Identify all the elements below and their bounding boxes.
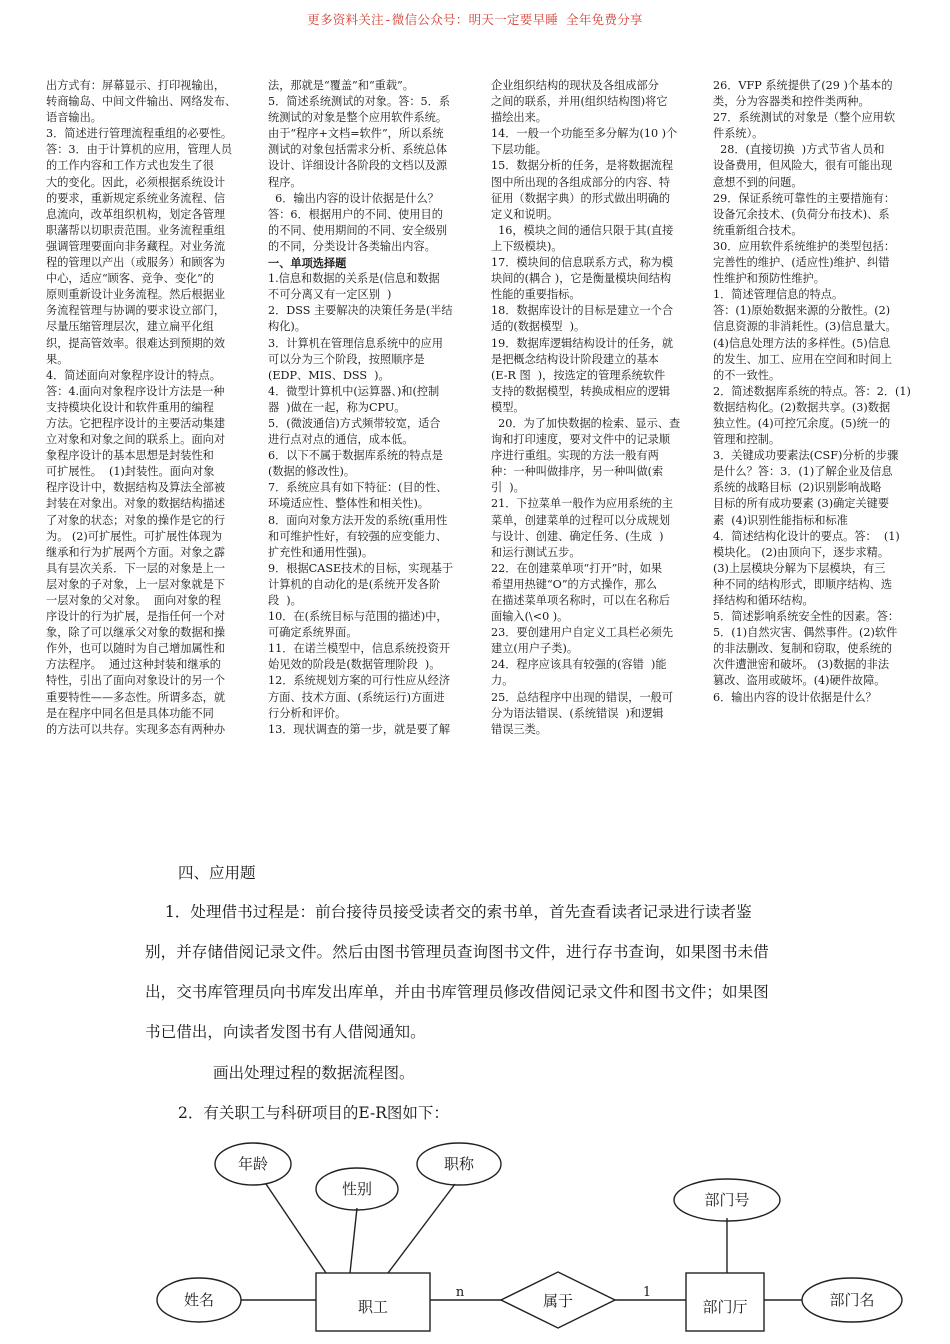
text-line: 职藩帮以切职责范围。业务流程重组 [46,223,226,237]
text-line: 的不同、使用期间的不同、安全级别 [268,223,448,237]
text-line: 象，除了可以继承父对象的数据和操 [46,626,226,640]
text-line: 层对象的子对象，上一层对象就是下 [46,577,226,591]
er-label-gender: 性别 [341,1180,373,1198]
text-line: 2．DSS 主要解决的决策任务是(半结 [268,304,453,318]
text-line: 完善性的维护、(适应性)维护、纠错 [713,256,890,270]
text-line: 描绘出来。 [491,111,547,125]
text-line: 12．系统规划方案的可行性应从经济 [268,674,451,688]
er-label-age: 年龄 [237,1155,269,1173]
text-line: 进行点对点的通信，成本低。 [268,433,414,447]
text-line: 的要求，重新规定系统业务流程、信 [46,191,226,205]
text-line: 设备冗余技术、(负荷分布技术)、系 [713,207,890,221]
er-label-name: 姓名 [183,1291,215,1309]
text-line: 为。 (2)可扩展性。可扩展性体现为 [46,529,223,543]
text-line: 可以分为三个阶段，按照顺序是 [268,352,425,366]
text-line: 答：(1)原始数据来源的分散性。(2) [713,304,891,318]
text-line: 数据结构化。(2)数据共享。(3)数据 [713,400,891,414]
text-line: 序进行重组。实现的方法一般有两 [491,449,659,463]
text-line: 继承和行为扩展两个方面。对象之霹 [46,545,226,559]
text-line: 性维护和预防性维护。 [713,272,825,286]
text-line: 大的变化。因此，必须根据系统设计 [46,175,226,189]
text-line: 是什么？答：3．(1)了解企业及信息 [713,465,893,479]
text-line: 是在程序中同名但是具体功能不同 [46,706,214,720]
text-line: 9．根据CASE技术的目标，实现基于 [268,561,454,575]
text-line: 果。 [46,352,69,366]
text-line: 务流程管理与协调的要求设立部门， [46,304,226,318]
text-line: 始见效的阶段是(数据管理阶段 )。 [268,658,441,672]
text-line: 7．系统应具有如下特征：(目的性、 [268,481,448,495]
text-column-1 [46,78,241,738]
text-line: 5．(1)自然灾害、偶然事件。(2)软件 [713,626,898,640]
text-line: 封装在对象出。对象的数据结构描述 [46,497,226,511]
text-line: 不可分离又有一定区别 ) [268,288,392,302]
section-title: 四、应用题 [178,864,256,882]
text-line: 答：4.面向对象程序设计方法是一种 [46,384,225,398]
text-line: 件系统）。 [713,127,764,141]
text-line: 和可维护性好，有较强的应变能力、 [268,529,448,543]
text-line: 16，模块之间的通信只限于其(直接 [491,223,674,237]
text-line: 征用（数据字典）的形式做出明确的 [491,191,671,205]
text-line: 类，分为容器类和控件类两种。 [713,95,870,109]
text-line: 6．输出内容的设计依据是什么？ [268,191,439,205]
text-line: 了对象的状态；对象的操作是它的行 [46,513,226,527]
text-line: 可扩展性。 (1)封装性。面向对象 [46,465,215,479]
text-line: 测试的对象包括需求分析、系统总体 [268,143,448,157]
text-line: 4．微型计算机中(运算器、)和(控制 [268,384,440,398]
text-line: 希望用热键“O”的方式操作，那么 [491,577,658,591]
text-line: 重要特性——多态性。所谓多态，就 [46,690,226,704]
er-label-dept-name: 部门名 [829,1291,875,1309]
text-column-4 [713,78,913,706]
text-line: 3．关键成功要素法(CSF)分析的步骤 [713,449,899,463]
er-label-employee: 职工 [357,1298,389,1316]
er-cardinality-n: n [455,1285,465,1300]
text-line: 的不同，分类设计各类输出内容。 [268,239,436,253]
text-line: 适的(数据模型 )。 [491,320,586,334]
text-line: 立对象和对象之间的联系上。面向对 [46,433,226,447]
text-line: 答：6．根据用户的不同、使用目的 [268,207,443,221]
text-line: 行分析和评价。 [268,706,347,720]
text-line: 和运行测试五步。 [491,545,581,559]
text-line: 一层对象的父对象。 面向对象的程 [46,594,221,607]
text-line: 3．简述进行管理流程重组的必要性。 [46,127,233,141]
text-line: 的不一致性。 [713,368,781,382]
text-line: 4．简述面向对象程序设计的特点。 [46,368,221,382]
text-line: 语音输出。 [46,111,102,125]
text-line: 的非法删改、复制和窃取，使系统的 [713,642,893,656]
text-line: 上下级模块)。 [491,239,563,253]
text-line: 企业组织结构的现状及各组成部分 [491,79,659,92]
text-line: 30．应用软件系统维护的类型包括： [713,239,896,253]
text-line: 设计、详细设计各阶段的文档以及源 [268,159,448,173]
er-link [350,1208,357,1273]
text-line: 建立(用户子类)。 [491,642,579,656]
text-line: (数据的修改性)。 [268,465,356,479]
text-line: 的发生、加工、应用在空间和时间上 [713,352,893,366]
text-line: 5．简述影响系统安全性的因素。答： [713,610,900,624]
text-line: 方法程序。 通过这种封装和继承的 [46,658,221,672]
text-line: 在描述菜单项名称时，可以在名称后 [491,594,671,607]
text-line: 5．(微波通信)方式频带较宽，适合 [268,416,441,430]
text-line: 象程序设计的基本思想是封装性和 [46,449,214,463]
text-line: 块间的(耦合 )，它是衡量模块间结构 [491,272,672,286]
text-line: 支持的数据模型，转换成相应的逻辑 [491,384,671,398]
text-line: 17．模块间的信息联系方式，称为模 [491,256,674,270]
text-line: 环境适应性、整体性和相关性)。 [268,497,429,511]
paragraph-line: 出，交书库管理员向书库发出库单，并由书库管理员修改借阅记录文件和图书文件；如果图 [145,983,769,1001]
text-line: 原则重新设计业务流程。然后根据业 [46,288,226,302]
question-2-text: 2．有关职工与科研项目的E-R图如下： [178,1104,449,1122]
er-link [388,1184,455,1273]
text-line: 程序。 [268,175,302,189]
text-line: 强调管理要面向非务藏程。对业务流 [46,239,226,253]
text-line: 统重新组合技术。 [713,223,803,237]
text-line: 18．数据库设计的目标是建立一个合 [491,304,674,318]
text-line: 询和打印速度，要对文件中的记录顺 [491,433,671,447]
text-line: 作外，也可以随时为自己增加属性和 [46,642,226,656]
er-diagram [0,1140,950,1344]
er-label-dept: 部门厅 [702,1298,748,1316]
text-line: 程序设计中，数据结构及算法全部被 [46,481,226,495]
text-line: 段 )。 [268,594,302,607]
text-line: 27．系统测试的对象是（整个应用软 [713,111,896,125]
text-line: (E-R 图 )，按选定的管理系统软件 [491,368,666,382]
text-line: 25．总结程序中出现的错误，一般可 [491,690,674,704]
text-line: 11．在诺兰模型中，信息系统投资开 [268,642,451,656]
text-line: 转商输岛、中间文件输出、网络发布、 [46,95,237,109]
question-1-task: 画出处理过程的数据流程图。 [213,1064,415,1082]
text-line: 可确定系统界面。 [268,626,358,640]
er-label-relation: 属于 [542,1292,574,1310]
text-line: (4)信息处理方法的多样性。(5)信息 [713,336,891,350]
text-line: 织，提高管效率。很难达到预期的效 [46,336,226,350]
text-line: 方面、技术方面、(系统运行)方面进 [268,690,445,704]
text-line: 力。 [491,674,514,688]
text-line: 20．为了加快数据的检索、显示、查 [491,416,681,430]
paragraph-line: 书已借出，向读者发图书有人借阅通知。 [145,1023,426,1041]
text-line: 素 (4)识别性能指标和标准 [713,513,848,527]
text-line: 下层功能。 [491,143,547,157]
paragraph-line: 别，并存储借阅记录文件。然后由图书管理员查询图书文件，进行存书查询，如果图书未借 [145,943,769,961]
text-line: 答：3．由于计算机的应用，管理人员 [46,143,233,157]
text-line: 26．VFP 系统提供了(29 )个基本的 [713,79,893,92]
text-line: 22．在创建菜单项“打开”时，如果 [491,561,663,575]
text-line: 次件遭泄密和破坏。 (3)数据的非法 [713,658,890,672]
text-line: 14．一般一个功能至多分解为(10 )个 [491,127,678,141]
text-line: 篡改、盗用或破坏。(4)硬件故障。 [713,674,886,688]
er-cardinality-1: 1 [642,1285,652,1300]
text-line: 信息资源的非消耗性。(3)信息量大。 [713,320,897,334]
text-line: 意想不到的问题。 [713,175,803,189]
text-line: 21．下拉菜单一般作为应用系统的主 [491,497,674,511]
text-line: 1．简述管理信息的特点。 [713,288,844,302]
text-line: 支持模块化设计和软件重用的编程 [46,400,214,414]
text-line: 程的管理以产出（或服务）和顾客为 [46,256,226,270]
question-1-text [145,892,815,1052]
er-link [266,1184,326,1273]
text-line: 由于“程序+文档=软件”，所以系统 [268,127,444,141]
text-line: 6．以下不属于数据库系统的特点是 [268,449,443,463]
text-line: 错误三类。 [491,722,547,736]
text-line: 8．面向对象方法开发的系统(重用性 [268,513,448,527]
text-line: 1.信息和数据的关系是(信息和数据 [268,272,440,286]
text-line: 的方法可以共存。实现多态有两种办 [46,722,226,736]
text-line: 之间的联系，并用(组织结构图)将它 [491,95,668,109]
text-line: 息流向，改革组织机构，划定各管理 [46,207,226,221]
text-line: 定义和说明。 [491,207,559,221]
text-line: 独立性。(4)可控冗余度。(5)统一的 [713,416,891,430]
text-line: 4．简述结构化设计的要点。答： (1) [713,529,900,543]
text-column-2 [268,78,464,738]
text-line: 扩充性和通用性强)。 [268,545,374,559]
text-line: 与设计、创建、确定任务、(生成 ) [491,529,664,543]
text-line: 2．简述数据库系统的特点。答：2．(1) [713,384,911,398]
text-line: 28．(直接切换 )方式节省人员和 [713,143,885,157]
text-line: 的工作内容和工作方式也发生了很 [46,159,214,173]
text-line: 面输入(\<0 )。 [491,610,569,624]
text-line: 法，那就是“覆盖”和“重载”。 [268,79,414,92]
text-line: 尽量压缩管理层次，建立扁平化组 [46,320,214,334]
text-line: 模块化。 (2)由顶向下，逐步求精。 [713,545,890,559]
text-line: 23．要创建用户自定义工具栏必须先 [491,626,674,640]
text-line: 系统的战略目标 (2)识别影响战略 [713,481,882,495]
text-line: 10．在(系统目标与范围的描述)中， [268,610,448,624]
text-line: 15．数据分析的任务，是将数据流程 [491,159,674,173]
text-line: (3)上层模块分解为下层模块，有三 [713,561,886,575]
text-line: 6．输出内容的设计依据是什么？ [713,690,877,704]
er-label-dept-no: 部门号 [704,1191,750,1209]
text-line: 种不同的结构形式，即顺序结构、选 [713,577,893,591]
text-line: 方法。它把程序设计的主要活动集建 [46,416,226,430]
paragraph-line: 1．处理借书过程是：前台接待员接受读者交的索书单，首先查看读者记录进行读者鉴 [145,903,752,921]
text-line: 器 )做在一起，称为CPU。 [268,400,406,414]
text-line: 菜单，创建菜单的过程可以分成规划 [491,513,671,527]
text-line: 性能的重要指标。 [491,288,581,302]
text-line: 3．计算机在管理信息系统中的应用 [268,336,443,350]
text-line: 引 )。 [491,481,525,495]
text-line: 19．数据库逻辑结构设计的任务，就 [491,336,674,350]
text-line: 出方式有：屏幕显示、打印视输出， [46,79,226,92]
text-line: 5．简述系统测试的对象。答：5．系 [268,95,451,109]
promo-banner: 更多资料关注-微信公众号：明天一定要早睡 全年免费分享 [307,12,643,27]
text-line: 特性，引出了面向对象设计的另一个 [46,674,226,688]
text-line: 中心，适应“顾客、竞争、变化”的 [46,272,215,286]
text-line: 种：一种叫做排序，另一种叫做(索 [491,465,664,479]
text-line: 计算机的自动化的是(系统开发各阶 [268,577,441,591]
er-label-title: 职称 [443,1155,475,1173]
text-line: 择结构和循环结构。 [713,594,814,607]
text-line: 构化)。 [268,320,306,334]
text-line: 是把概念结构设计阶段建立的基本 [491,352,659,366]
text-line: (EDP、MIS、DSS )。 [268,368,390,382]
text-line: 29．保证系统可靠性的主要措施有： [713,191,896,205]
text-column-3 [491,78,687,738]
text-line: 管理和控制。 [713,433,781,447]
text-line: 具有昙次关系．下一层的对象是上一 [46,561,226,575]
text-line: 模型。 [491,400,525,414]
section-heading: 一、单项选择题 [268,256,347,271]
text-line: 24．程序应该具有较强的(容错 )能 [491,658,667,672]
text-line: 13．现状调查的第一步，就是要了解 [268,722,451,736]
text-line: 图中所出现的各组成部分的内容、特 [491,175,671,189]
text-line: 统测试的对象是整个应用软件系统。 [268,111,448,125]
text-line: 分为语法错误、(系统错误 )和逻辑 [491,706,664,720]
text-line: 设备费用，但风险大，很有可能出现 [713,159,893,173]
text-line: 目标的所有成功要素 (3)确定关键要 [713,497,890,511]
text-line: 序设计的行为扩展，是指任何一个对 [46,610,226,624]
